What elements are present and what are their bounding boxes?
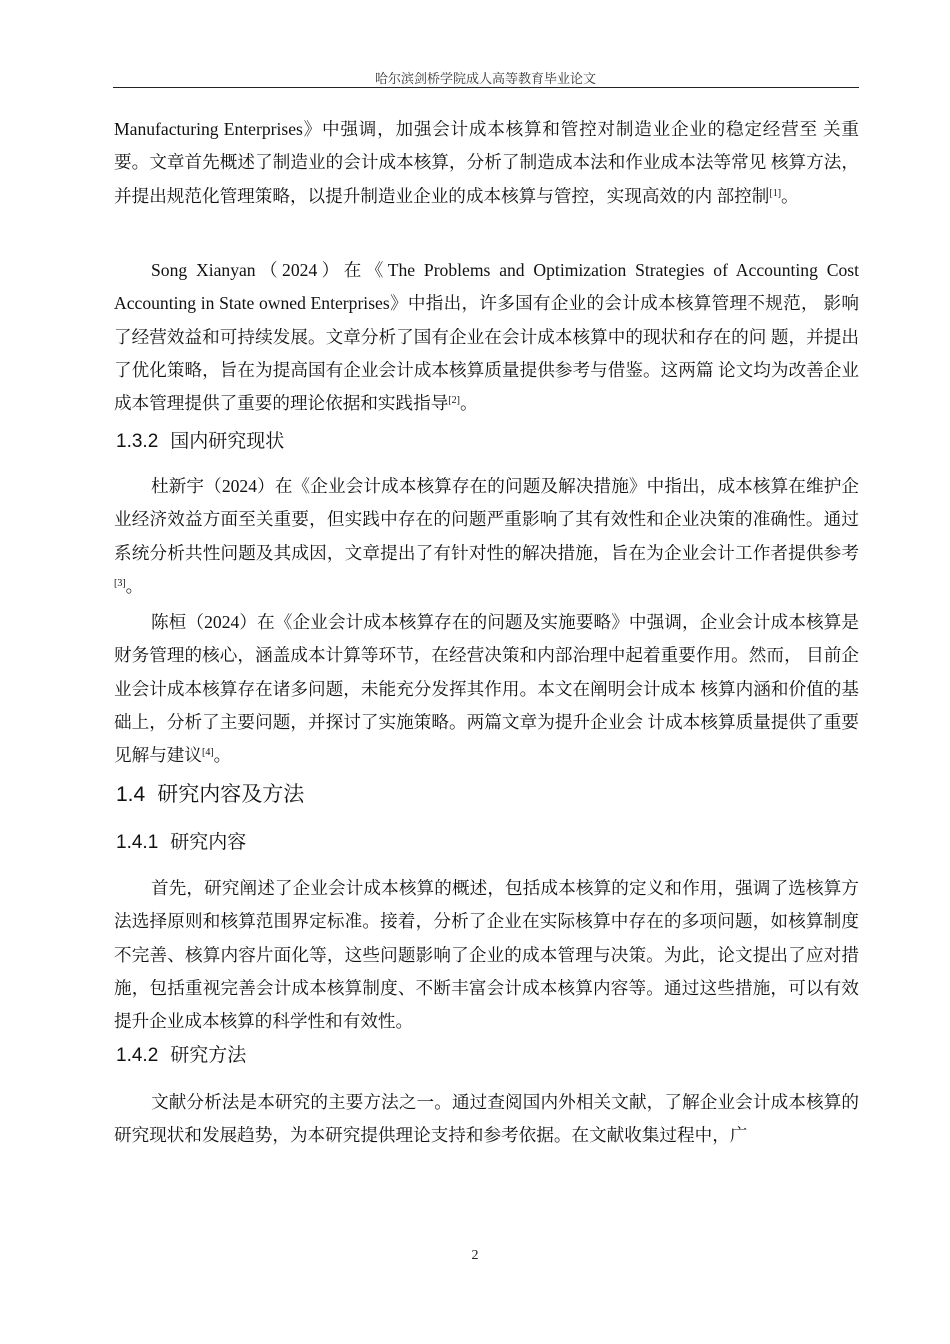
paragraph-end: 。 <box>125 575 144 596</box>
heading-number: 1.4.2 <box>116 1045 159 1066</box>
paragraph-text: 首先，研究阐述了企业会计成本核算的概述，包括成本核算的定义和作用，强调了选核算方法选择原则和核算范围界定标准。接着，分析了企业在实际核算中存在的多项问题，如核算制度不完善、核算内容片面化等，这些问题影响了企业的成本管理与决策。为此，论文提出了应对措施，包括重视完善会计成本核算制度、不断丰富会计成本核算内容等。通过这些措施，可以有效提升企业成本核算的科学性和有效性。 <box>114 878 859 1032</box>
heading-1-3-2 <box>116 430 284 454</box>
citation-ref: [4] <box>201 747 214 759</box>
paragraph-text: 陈桓（2024）在《企业会计成本核算存在的问题及实施要略》中强调，企业会计成本核算是财务管理的核心，涵盖成本计算等环节，在经营决策和内部治理中起着重要作用。然而， 目前企业会计成本核算存在诸多问题，未能充分发挥其作用。本文在阐明会计成本 核算内涵和价值的基础上，分析了主要问题，并探讨了实施策略。两篇文章为提升企业会 计成本核算质量提供了重要见解与建议 <box>114 612 859 766</box>
heading-title: 研究内容及方法 <box>157 783 305 806</box>
paragraph-research-method <box>114 1086 859 1153</box>
heading-number: 1.3.2 <box>116 431 159 452</box>
paragraph-chen-heng <box>114 606 859 772</box>
citation-ref: [2] <box>448 395 460 407</box>
heading-1-4-1 <box>116 831 246 855</box>
paragraph-song-xianyan <box>114 254 859 420</box>
paragraph-end: 。 <box>459 393 478 414</box>
paragraph-end: 。 <box>781 185 799 206</box>
paragraph-end: 。 <box>213 745 232 766</box>
heading-1-4 <box>116 782 304 808</box>
paragraph-du-xinyu <box>114 470 859 603</box>
paragraph-text: 杜新宇（2024）在《企业会计成本核算存在的问题及解决措施》中指出，成本核算在维护企业经济效益方面至关重要，但实践中存在的问题严重影响了其有效性和企业决策的准确性。通过系统分析共性问题及其成因，文章提出了有针对性的解决措施，旨在为企业会计工作者提供参考 <box>114 476 859 563</box>
paragraph-research-content <box>114 872 859 1038</box>
heading-number: 1.4.1 <box>116 832 159 853</box>
heading-number: 1.4 <box>116 783 146 806</box>
paragraph-text: Song Xianyan（2024）在《The Problems and Optimization Strategies of Accounting Cost Accounting in State owned Enterprises》中指出，许多国有企业的会计成本核算管理不规范， 影响了经营效益和可持续发展。文章分析了国有企业在会计成本核算中的现状和存在的问 题，并提出了优化策略，旨在为提高国有企业会计成本核算质量提供参考与借鉴。这两篇 论文均为改善企业成本管理提供了重要的理论依据和实践指导 <box>114 260 859 414</box>
citation-ref: [3] <box>114 577 126 589</box>
page-number: 2 <box>471 1248 479 1263</box>
paragraph-text: Manufacturing Enterprises》中强调，加强会计成本核算和管控对制造业企业的稳定经营至 关重要。文章首先概述了制造业的会计成本核算，分析了制造成本法和作业成本法等常见 核算方法，并提出规范化管理策略，以提升制造业企业的成本核算与管控，实现高效的内 部控制 <box>114 119 859 206</box>
paragraph-manufacturing <box>114 113 859 213</box>
header-divider <box>113 87 859 88</box>
heading-1-4-2 <box>116 1044 246 1068</box>
paragraph-text: 文献分析法是本研究的主要方法之一。通过查阅国内外相关文献，了解企业会计成本核算的研究现状和发展趋势，为本研究提供理论支持和参考依据。在文献收集过程中，广 <box>114 1092 859 1146</box>
citation-ref: [1] <box>769 187 782 199</box>
heading-title: 研究方法 <box>170 1045 247 1066</box>
heading-title: 国内研究现状 <box>170 431 285 452</box>
page-header: 哈尔滨剑桥学院成人高等教育毕业论文 <box>374 71 596 86</box>
heading-title: 研究内容 <box>170 832 247 853</box>
